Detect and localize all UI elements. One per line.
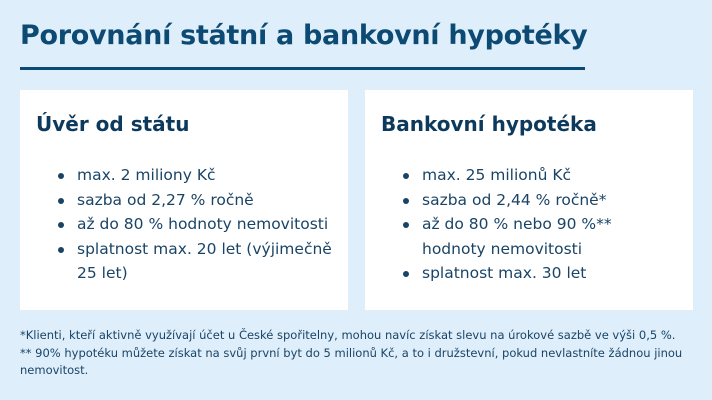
list-item: splatnost max. 20 let (výjimečně 25 let) [58, 237, 332, 286]
list-item: max. 25 milionů Kč [403, 163, 677, 188]
footnotes [20, 327, 700, 380]
list-item: až do 80 % nebo 90 %** hodnoty nemovitosti [403, 212, 677, 261]
bank-mortgage-list [381, 163, 677, 286]
list-item: splatnost max. 30 let [403, 261, 677, 286]
state-loan-heading: Úvěr od státu [36, 112, 190, 136]
bank-mortgage-card [365, 90, 693, 310]
title-underline [20, 67, 585, 70]
list-item: max. 2 miliony Kč [58, 163, 332, 188]
page-title: Porovnání státní a bankovní hypotéky [20, 20, 588, 51]
list-item: až do 80 % hodnoty nemovitosti [58, 212, 332, 237]
footnote-2: ** 90% hypotéku můžete získat na svůj první byt do 5 milionů Kč, a to i družstevní, pokud nevlastníte žádnou jinou nemovitost. [20, 345, 683, 377]
list-item: sazba od 2,44 % ročně* [403, 188, 677, 213]
footnote-1: *Klienti, kteří aktivně využívají účet u České spořitelny, mohou navíc získat slevu na úrokové sazbě ve výši 0,5 %. [20, 328, 676, 342]
list-item: sazba od 2,27 % ročně [58, 188, 332, 213]
bank-mortgage-heading: Bankovní hypotéka [381, 112, 597, 136]
state-loan-card [20, 90, 348, 310]
state-loan-list [36, 163, 332, 286]
